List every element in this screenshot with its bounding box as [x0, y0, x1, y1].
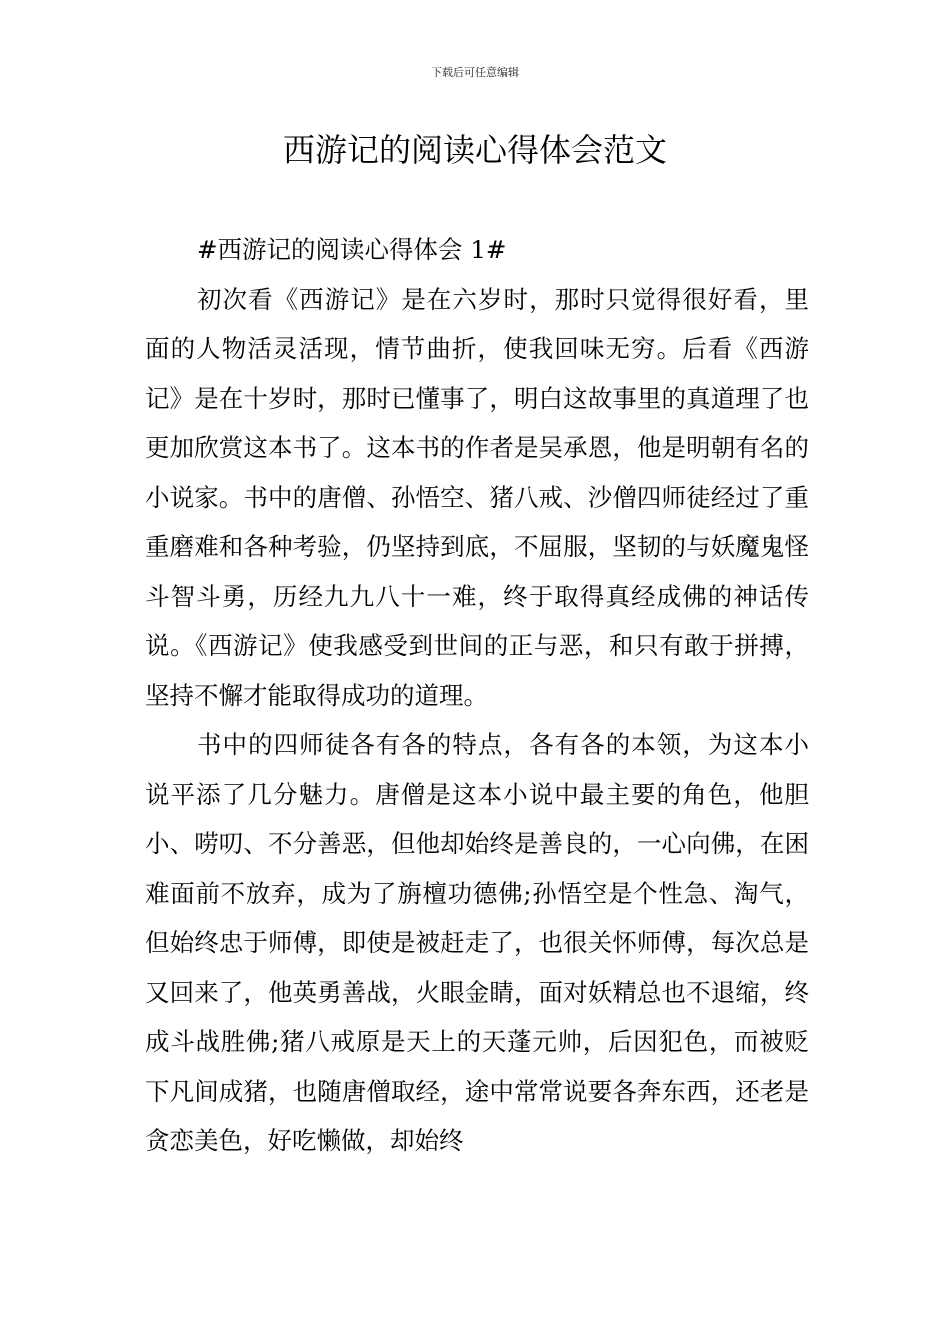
document-title: 西游记的阅读心得体会范文: [282, 131, 667, 169]
header-note: 下载后可任意编辑: [431, 66, 519, 79]
paragraph-1: 初次看《西游记》是在六岁时，那时只觉得很好看，里面的人物活灵活现，情节曲折，使我回味无穷。后看《西游记》是在十岁时，那时已懂事了，明白这故事里的真道理了也更加欣赏这本书了。这本书的作者是吴承恩，他是明朝有名的小说家。书中的唐僧、孙悟空、猪八戒、沙僧四师徒经过了重重磨难和各种考验，仍坚持到底，不屈服，坚韧的与妖魔鬼怪斗智斗勇，历经九九八十一难，终于取得真经成佛的神话传说。《西游记》使我感受到世间的正与恶，和只有敢于拼搏，坚持不懈才能取得成功的道理。: [145, 284, 809, 710]
paragraph-2: 书中的四师徒各有各的特点，各有各的本领，为这本小说平添了几分魅力。唐僧是这本小说中最主要的角色，他胆小、唠叨、不分善恶，但他却始终是善良的，一心向佛，在困难面前不放弃，成为了旃檀功德佛;孙悟空是个性急、淘气，但始终忠于师傅，即使是被赶走了，也很关怀师傅，每次总是又回来了，他英勇善战，火眼金睛，面对妖精总也不退缩，终成斗战胜佛;猪八戒原是天上的天蓬元帅，后因犯色，而被贬下凡间成猪，也随唐僧取经，途中常常说要各奔东西，还老是贪恋美色，好吃懒做，却始终: [145, 730, 809, 1155]
section-heading: #西游记的阅读心得体会 1#: [197, 235, 507, 264]
document-body: [145, 225, 809, 1166]
